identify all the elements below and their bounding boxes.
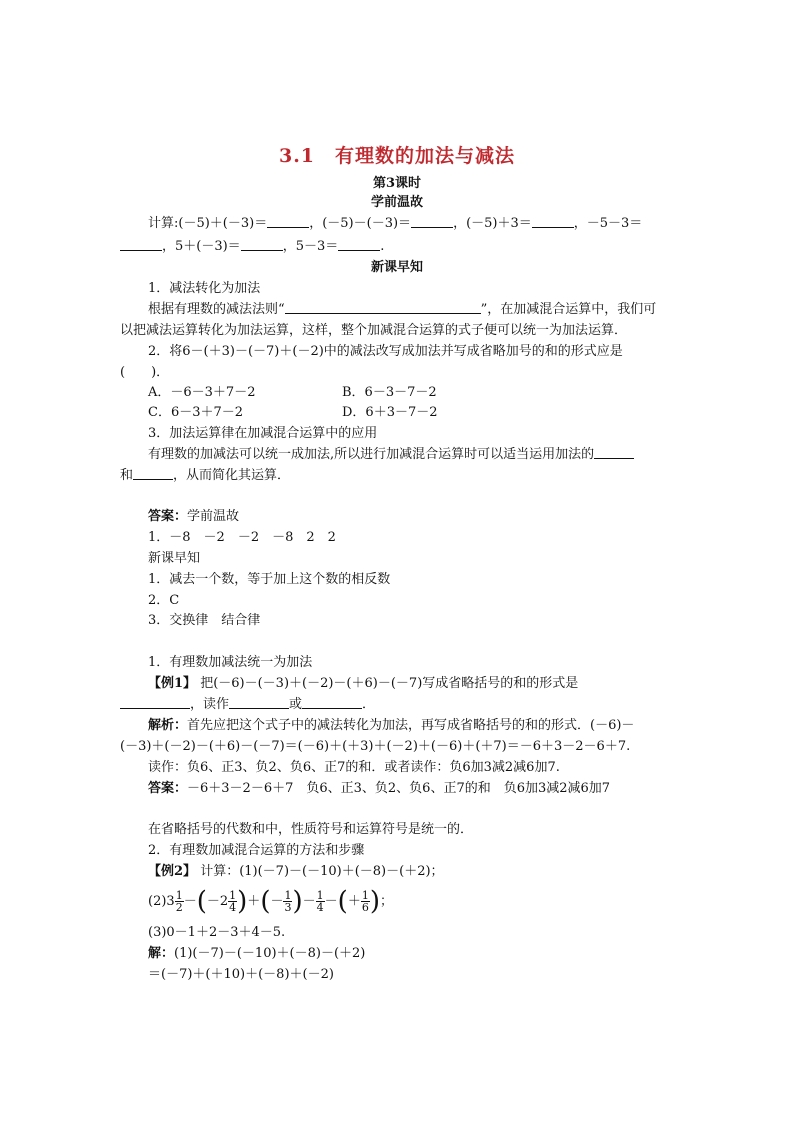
example-2-question-2: (2)3 $\frac{1}{2}$ －(－2 $\frac{1}{4}$ )＋(－ $\frac{1}{3}$ )－ $\frac{1}{4}$ －(＋ $\frac{1}{6}$ )；	[148, 886, 394, 917]
fraction: $\frac{1}{6}$	[361, 889, 369, 914]
answer-blank	[267, 215, 309, 228]
new-heading: 新课早知	[370, 260, 423, 275]
calc-expr-4: ，－5－3＝	[573, 216, 643, 231]
answer-blank	[411, 215, 453, 228]
answer-blank	[241, 238, 283, 251]
answer-section-label: 答案：学前温故	[148, 509, 240, 524]
analysis-line-2: (－3)＋(－2)－(＋6)－(－7)＝(－6)＋(＋3)＋(－2)＋(－6)＋(＋7)＝－6＋3－2－6＋7.	[120, 739, 631, 754]
answer-blank	[120, 238, 162, 251]
answer-2: 2．C	[148, 593, 180, 608]
section-1-title: 1．有理数加减法统一为加法	[148, 655, 313, 670]
page-title: 3.1 有理数的加法与减法	[278, 145, 516, 167]
analysis-label: 解析：	[148, 718, 188, 733]
answer-new-heading: 新课早知	[148, 551, 201, 566]
analysis-line-3: 读作：负6、正3、负2、负6、正7的和．或者读作：负6加3减2减6加7.	[148, 760, 560, 775]
calc-line-1	[148, 215, 642, 233]
answer-blank	[532, 215, 574, 228]
item1-para-2: 以把减法运算转化为加法运算，这样，整个加减混合运算的式子便可以统一为加法运算．	[120, 323, 628, 338]
solution-label: 解：	[148, 946, 175, 961]
option-c: C．6－3＋7－2	[148, 405, 244, 420]
item3-title: 3．加法运算律在加减混合运算中的应用	[148, 426, 378, 441]
example-2-label: 【例2】	[148, 864, 197, 879]
option-b: B．6－3－7－2	[342, 385, 437, 400]
calc-expr-6: ，5－3＝	[282, 239, 339, 254]
fraction: $\frac{1}{4}$	[229, 889, 237, 914]
item1-para-1: 根据有理数的减法法则“ ”，在加减混合运算中，我们可	[148, 302, 657, 317]
item2-question: 2．将6－(＋3)－(－7)＋(－2)中的减法改写成加法并写成省略加号的和的形式应是	[148, 344, 623, 359]
answer-blank	[285, 301, 481, 314]
fraction: $\frac{1}{2}$	[175, 889, 183, 914]
answer-blank	[120, 696, 190, 709]
item2-paren: ( )．	[120, 365, 170, 380]
answer-blank	[133, 467, 173, 480]
item1-title: 1．减法转化为加法	[148, 281, 261, 296]
note-text: 在省略括号的代数和中，性质符号和运算符号是统一的．	[148, 822, 474, 837]
answer-1: 1．减去一个数，等于加上这个数的相反数	[148, 572, 391, 587]
section-2-title: 2．有理数加减混合运算的方法和步骤	[148, 843, 365, 858]
answer-blank	[594, 446, 634, 459]
option-a: A．－6－3＋7－2	[148, 385, 256, 400]
calc-expr-2: ，(－5)－(－3)＝	[309, 216, 412, 231]
example-1-blanks: ，读作 或 ．	[120, 696, 375, 714]
fraction: $\frac{1}{4}$	[316, 889, 324, 914]
example-1-question: 【例1】 把(－6)－(－3)＋(－2)－(＋6)－(－7)写成省略括号的和的形式是	[148, 676, 579, 691]
item3-para-1: 有理数的加减法可以统一成加法,所以进行加减混合运算时可以适当运用加法的	[148, 446, 634, 464]
answer-blank	[302, 696, 362, 709]
lesson-label: 第3课时	[372, 176, 422, 191]
answer-blank	[229, 696, 289, 709]
solution-line-2: ＝(－7)＋(＋10)＋(－8)＋(－2)	[148, 967, 334, 982]
example-1-label: 【例1】	[148, 676, 197, 691]
option-d: D．6＋3－7－2	[342, 405, 438, 420]
example-1-answer: 答案：－6＋3－2－6＋7 负6、正3、负2、负6、正7的和 负6加3减2减6加7	[148, 781, 611, 796]
example-2-question-3: (3)0－1＋2－3＋4－5.	[148, 925, 286, 940]
answer-blank	[338, 238, 380, 251]
item3-para-2: 和 ，从而简化其运算．	[120, 468, 291, 483]
calc-expr-3: ，(－5)＋3＝	[453, 216, 532, 231]
answer-review-values: 1．－8 －2 －2 －8 2 2	[148, 530, 336, 545]
review-heading: 学前温故	[370, 195, 423, 210]
calc-expr-1: 计算:(－5)＋(－3)＝	[148, 216, 268, 231]
example-2-question-1: 【例2】 计算：(1)(－7)－(－10)＋(－8)－(＋2)；	[148, 864, 444, 879]
solution-line-1: 解：(1)(－7)－(－10)＋(－8)－(＋2)	[148, 946, 366, 961]
calc-line-2: ，5＋(－3)＝ ，5－3＝ .	[120, 238, 384, 256]
answer-3: 3．交换律 结合律	[148, 613, 261, 628]
fraction: $\frac{1}{3}$	[284, 889, 292, 914]
analysis-line-1: 解析：首先应把这个式子中的减法转化为加法，再写成省略括号的和的形式．(－6)－	[148, 718, 635, 733]
calc-expr-5: ，5＋(－3)＝	[162, 239, 241, 254]
